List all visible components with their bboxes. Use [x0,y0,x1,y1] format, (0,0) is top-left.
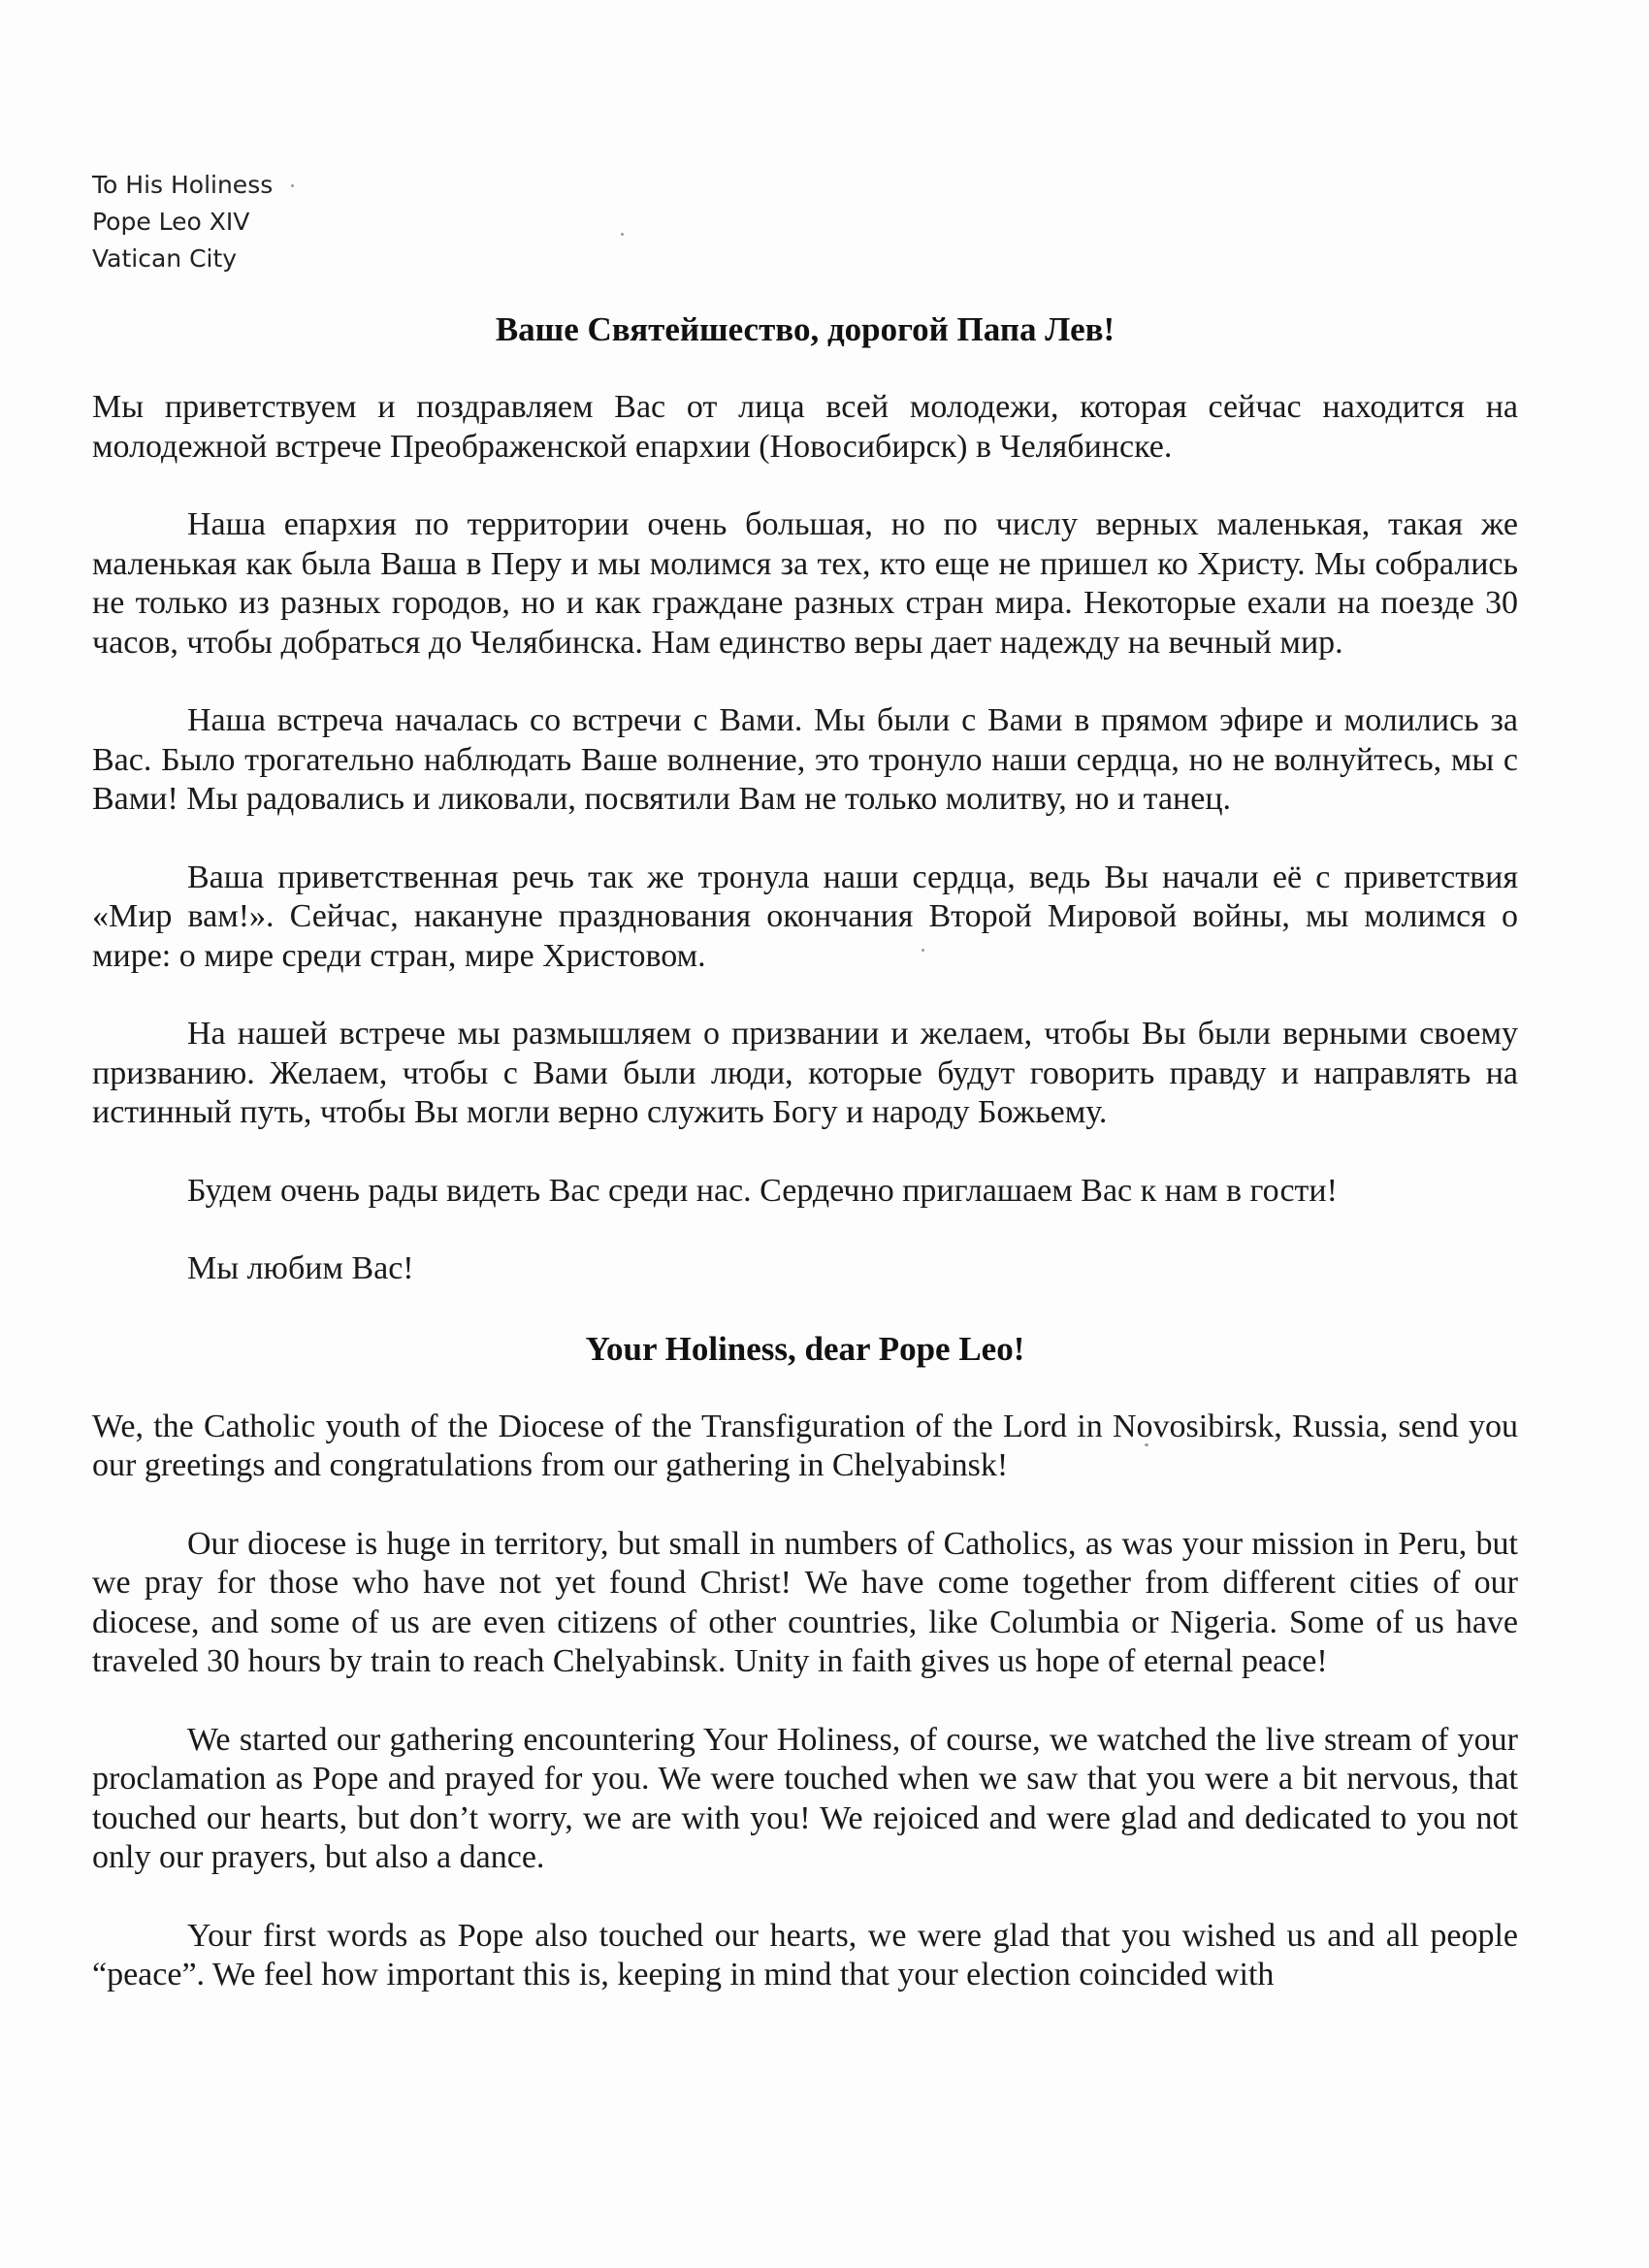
russian-paragraph: Будем очень рады видеть Вас среди нас. Сердечно приглашаем Вас к нам в гости! [187,1172,1338,1209]
address-line: To His Holiness [92,171,274,199]
address-line: Pope Leo XIV [92,208,250,236]
russian-paragraph: Наша встреча началась со встречи с Вами. Мы были с Вами в прямом эфире и молились за Вас. Было трогательно наблюдать Ваше волнение, это тронуло наши сердца, но не волнуйтесь, мы с Вами! Мы радовались и ликовали, посвятили Вам не только молитву, но и танец. [92,702,1518,817]
english-paragraph: Your first words as Pope also touched our hearts, we were glad that you wished us and all people “peace”. We feel how important this is, keeping in mind that your election coincided with [92,1917,1518,1993]
recipient-address [92,167,273,277]
scan-speck [1145,1443,1148,1446]
english-paragraph: We, the Catholic youth of the Diocese of the Transfiguration of the Lord in Novosibirsk, Russia, send you our greetings and congratulations from our gathering in Chelyabinsk! [92,1408,1518,1483]
russian-paragraph: Наша епархия по территории очень большая, но по числу верных маленькая, такая же маленькая как была Ваша в Перу и мы молимся за тех, кто еще не пришел ко Христу. Мы собрались не только из разных городов, но и как граждане разных стран мира. Некоторые ехали на поезде 30 часов, чтобы добраться до Челябинска. Нам единство веры дает надежду на вечный мир. [92,506,1518,661]
russian-closing: Мы любим Вас! [187,1250,414,1286]
english-paragraph: We started our gathering encountering Your Holiness, of course, we watched the live stream of your proclamation as Pope and prayed for you. We were touched when we saw that you were a bit nervous, that touched our hearts, but don’t worry, we are with you! We rejoiced and were glad and dedicated to you not only our prayers, but also a dance. [92,1721,1518,1875]
english-salutation: Your Holiness, dear Pope Leo! [585,1329,1025,1368]
russian-paragraph: Ваша приветственная речь так же тронула наши сердца, ведь Вы начали её с приветствия «Мир вам!». Сейчас, накануне празднования окончания Второй Мировой войны, мы молимся о мире: о мире среди стран, мире Христовом. [92,859,1518,974]
scan-speck [291,184,294,187]
letter-body [92,308,1518,1995]
address-line: Vatican City [92,244,238,273]
scan-speck [922,949,924,952]
russian-paragraph: Мы приветствуем и поздравляем Вас от лица всей молодежи, которая сейчас находится на молодежной встрече Преображенской епархии (Новосибирск) в Челябинске. [92,389,1518,465]
russian-salutation: Ваше Святейшество, дорогой Папа Лев! [495,310,1116,348]
russian-paragraph: На нашей встрече мы размышляем о призвании и желаем, чтобы Вы были верными своему призванию. Желаем, чтобы с Вами были люди, которые будут говорить правду и направлять на истинный путь, чтобы Вы могли верно служить Богу и народу Божьему. [92,1016,1518,1130]
english-paragraph: Our diocese is huge in territory, but small in numbers of Catholics, as was your mission in Peru, but we pray for those who have not yet found Christ! We have come together from different cities of our diocese, and some of us are even citizens of other countries, like Columbia or Nigeria. Some of us have traveled 30 hours by train to reach Chelyabinsk. Unity in faith gives us hope of eternal peace! [92,1525,1518,1679]
scan-speck [621,233,624,236]
